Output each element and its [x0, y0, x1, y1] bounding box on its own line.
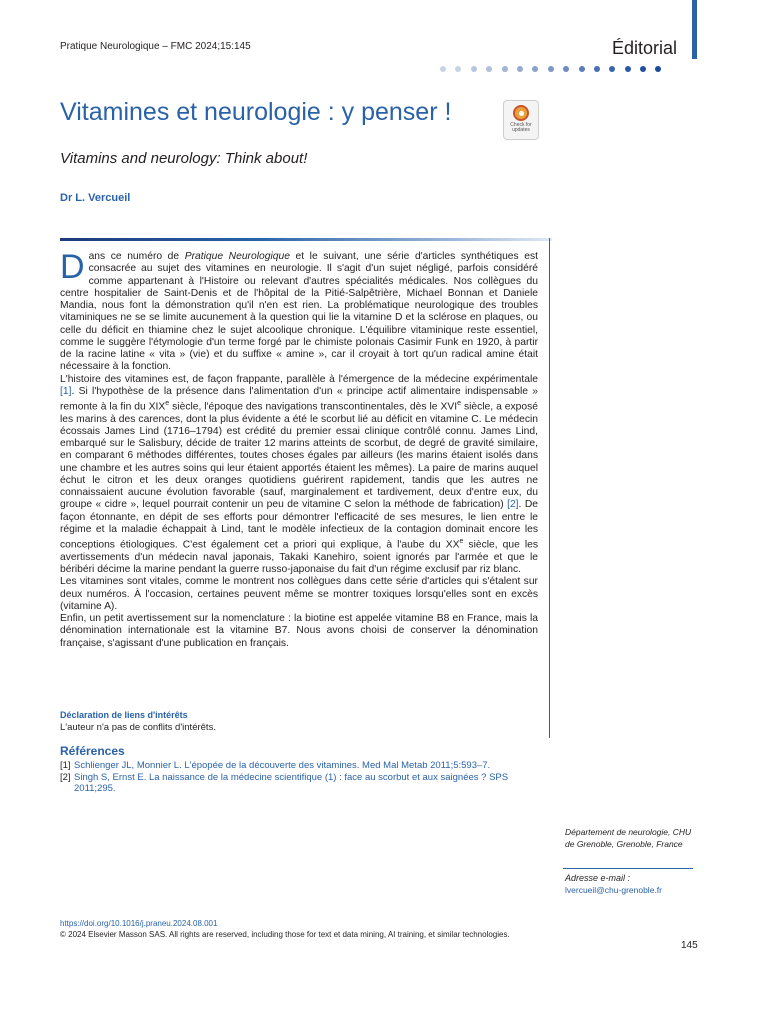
- reference-item: [60, 760, 540, 772]
- article-body: [60, 248, 539, 650]
- body-paragraph: Dans ce numéro de Pratique Neurologique et le suivant, une série d'articles synthétiques est consacrée au sujet des vitamines en neurologie. Il s'agit d'un sujet négligé, parfois considéré comme appartenant à l'Histoire ou relevant d'autres spécialités médicales. Nos collègues du centre hospitalier de Saint-Denis et de l'hôpital de la Pitié-Salpêtrière, Michael Bonnan et Daniele Mandia, nous font la démonstration qu'il n'en est rien. La problématique neurologique des troubles vitaminiques ne se se limite aucunement à la question qui lie la vitamine D et la sclérose en plaques, ou celle du déficit en thiamine chez le sujet alcoolique chronique. L'équilibre vitaminique reste essentiel, comme le suggère l'étymologie d'un terme forgé par le chimiste polonais Casimir Funk en 1920, à partir de la racine latine « vita » (vie) et du suffixe « amine », car il croyait à tort qu'un radical amine était nécessaire à la fonction.: [60, 248, 538, 373]
- journal-citation: Pratique Neurologique – FMC 2024;15:145: [60, 41, 251, 52]
- header-dot: [471, 66, 477, 72]
- header-dot: [502, 66, 508, 72]
- references-list: [60, 760, 540, 795]
- body-paragraph: Les vitamines sont vitales, comme le montrent nos collègues dans cette série d'articles qui s'étalent sur deux numéros. À l'occasion, certaines peuvent même se montrer toxiques lorsqu'elles sont en excès (vitamine A).: [60, 576, 538, 612]
- address-divider: [563, 868, 693, 869]
- section-divider: [60, 238, 552, 241]
- reference-number: [2]: [60, 771, 71, 783]
- header-dot: [440, 66, 446, 72]
- page-number: 145: [681, 940, 698, 951]
- reference-link[interactable]: Singh S, Ernst E. La naissance de la médecine scientifique (1) : face au scorbut et aux saignées ? SPS 2011;295.: [74, 771, 509, 794]
- header-dot: [625, 66, 631, 72]
- header-dot: [532, 66, 538, 72]
- disclosure-heading: Déclaration de liens d'intérêts: [60, 710, 188, 720]
- header-dot: [548, 66, 554, 72]
- header-dot: [486, 66, 492, 72]
- reference-item: [60, 772, 540, 795]
- header-dot: [579, 66, 585, 72]
- header-dot: [640, 66, 646, 72]
- check-for-updates-badge[interactable]: [503, 100, 539, 140]
- update-icon: [513, 105, 529, 121]
- header-dot: [609, 66, 615, 72]
- header-dot: [563, 66, 569, 72]
- header-dots: [440, 66, 661, 74]
- disclosure-text: L'auteur n'a pas de conflits d'intérêts.: [60, 722, 216, 733]
- body-paragraph: Enfin, un petit avertissement sur la nomenclature : la biotine est appelée vitamine B8 en France, mais la dénomination internationale est la vitamine B7. Nous avons choisi de conserver la dénomination française, s'agissant d'une publication en français.: [60, 613, 538, 649]
- header-accent-bar: [692, 0, 697, 59]
- references-heading: Références: [60, 744, 125, 758]
- reference-number: [1]: [60, 760, 71, 771]
- badge-label: Check for updates: [510, 122, 532, 133]
- author-email-link[interactable]: lvercueil@chu-grenoble.fr: [565, 885, 662, 895]
- citation-link[interactable]: [2]: [507, 499, 519, 511]
- citation-link[interactable]: [1]: [60, 385, 72, 397]
- author-name: Dr L. Vercueil: [60, 192, 131, 204]
- header-dot: [594, 66, 600, 72]
- copyright-notice: © 2024 Elsevier Masson SAS. All rights are reserved, including those for text et data mining, AI training, et similar technologies.: [60, 930, 510, 939]
- doi-link[interactable]: https://doi.org/10.1016/j.praneu.2024.08.001: [60, 919, 218, 928]
- header-dot: [655, 66, 661, 72]
- header-dot: [455, 66, 461, 72]
- email-label: Adresse e-mail :: [565, 873, 631, 883]
- body-paragraph: L'histoire des vitamines est, de façon frappante, parallèle à l'émergence de la médecine expérimentale [1]. Si l'hypothèse de la présence dans l'alimentation d'un « principe actif alimentaire indispensable » remonte à la fin du XIXe siècle, l'époque des navigations transcontinentales, dès le XVIe siècle, a exposé les marins à des carences, dont la plus évidente a été le scorbut lié au déficit en vitamine C. Le médecin écossais James Lind (1716–1794) est crédité du premier essai clinique contrôlé connu. James Lind, embarqué sur le Salisbury, décide de traiter 12 marins atteints de scorbut, de degré de gravité similaire, en comparant 6 méthodes différentes, toutes choses égales par ailleurs (les marins étaient isolés dans une chambre et les autres soins qui leur étaient apportés étaient les mêmes). La paire de marins auquel échut le citron et les deux oranges quotidiens guérirent rapidement, tandis que les autres ne connaissaient aucune évolution favorable (sauf, marginalement et tardivement, deux d'entre eux, du groupe « cidre », lequel pourrait contenir un peu de vitamine C selon la méthode de fabrication) [2]. De façon étonnante, en dépit de ses efforts pour démontrer l'efficacité de ses mesures, le lien entre le régime et la maladie échappait à Lind, tant le modèle infectieux de la contagion dominait encore les conceptions étiologiques. C'est également cet a priori qui explique, à l'aube du XXe siècle, que les avertissements d'un médecin naval japonais, Takaki Kanehiro, soient ignorés par l'armée et que le béribéri décime la marine pendant la guerre russo-japonaise du fait d'un régime exclusif par riz blanc.: [60, 373, 539, 576]
- reference-link[interactable]: Schlienger JL, Monnier L. L'épopée de la découverte des vitamines. Med Mal Metab 2011;5:593–7.: [74, 760, 491, 771]
- author-affiliation: Département de neurologie, CHU de Grenoble, Grenoble, France: [565, 827, 692, 849]
- drop-cap: D: [60, 248, 85, 286]
- section-label: Éditorial: [612, 38, 678, 58]
- article-title: Vitamines et neurologie : y penser !: [60, 98, 452, 126]
- header-dot: [517, 66, 523, 72]
- article-subtitle: Vitamins and neurology: Think about!: [60, 150, 308, 167]
- column-divider: [549, 238, 550, 738]
